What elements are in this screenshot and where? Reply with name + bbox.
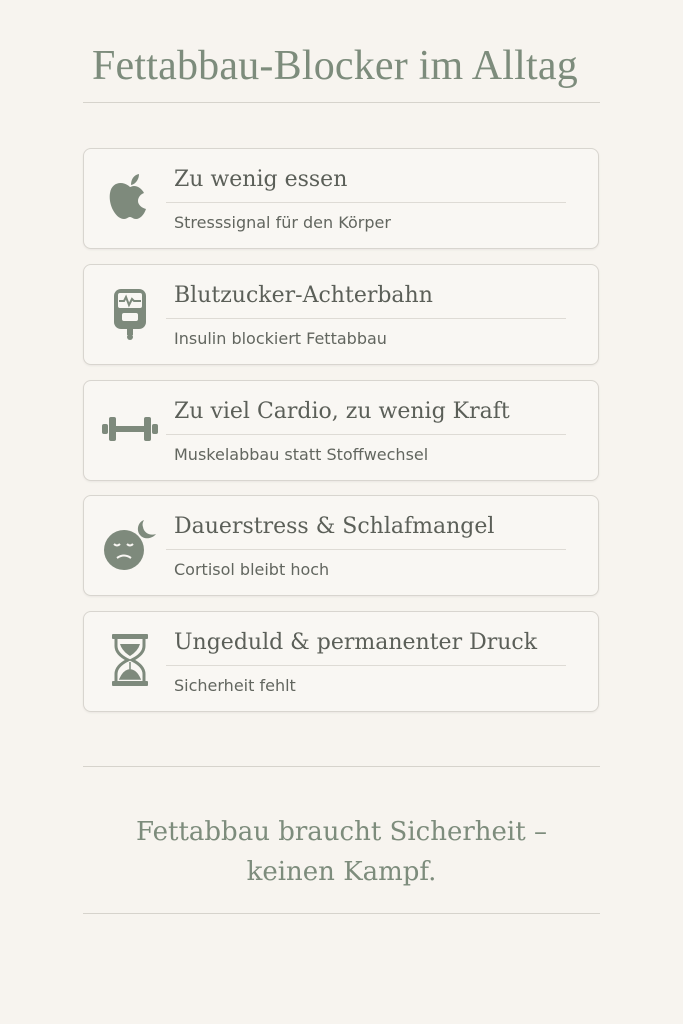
dumbbell-icon: [100, 399, 160, 459]
item-heading: Zu viel Cardio, zu wenig Kraft: [174, 399, 510, 424]
footer-bottom-divider: [83, 913, 600, 914]
footer-line-2: keinen Kampf.: [246, 857, 437, 887]
item-divider: [166, 202, 566, 203]
tired-face-moon-icon: [100, 514, 160, 574]
item-subtitle: Muskelabbau statt Stoffwechsel: [174, 445, 429, 464]
item-divider: [166, 434, 566, 435]
footer-line-1: Fettabbau braucht Sicherheit –: [136, 817, 547, 847]
footer-top-divider: [83, 766, 600, 767]
title-divider: [83, 102, 600, 103]
item-subtitle: Sicherheit fehlt: [174, 676, 296, 695]
apple-icon: [100, 167, 160, 227]
list-item-dauerstress: [83, 495, 599, 596]
footer-message: [83, 812, 600, 892]
glucose-meter-icon: [100, 283, 160, 343]
item-heading: Blutzucker-Achterbahn: [174, 283, 433, 308]
item-subtitle: Cortisol bleibt hoch: [174, 560, 330, 579]
item-heading: Dauerstress & Schlafmangel: [174, 514, 495, 539]
list-item-zu-wenig-essen: [83, 148, 599, 249]
item-subtitle: Insulin blockiert Fettabbau: [174, 329, 387, 348]
list-item-ungeduld: [83, 611, 599, 712]
hourglass-icon: [100, 630, 160, 690]
item-divider: [166, 549, 566, 550]
list-item-blutzucker: [83, 264, 599, 365]
list-item-cardio: [83, 380, 599, 481]
item-divider: [166, 665, 566, 666]
page-title: Fettabbau-Blocker im Alltag: [92, 43, 578, 89]
item-heading: Zu wenig essen: [174, 167, 348, 192]
item-divider: [166, 318, 566, 319]
item-heading: Ungeduld & permanenter Druck: [174, 630, 538, 655]
item-subtitle: Stresssignal für den Körper: [174, 213, 391, 232]
